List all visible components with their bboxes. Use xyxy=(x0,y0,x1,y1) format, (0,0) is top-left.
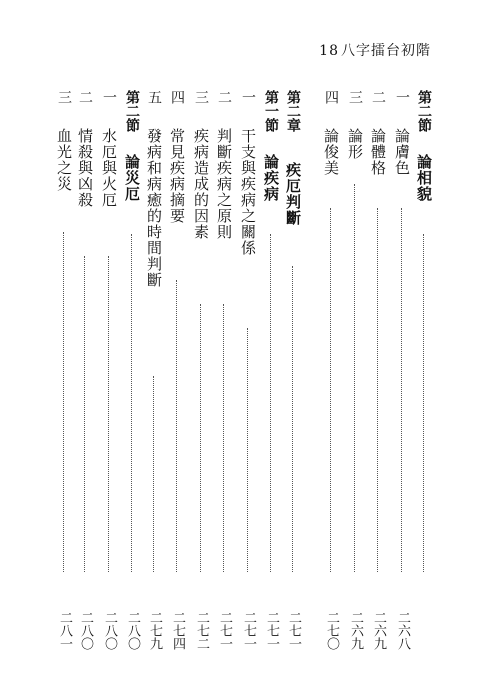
toc-entry-item xyxy=(165,90,189,650)
entry-title: 論相貌 xyxy=(415,154,433,202)
toc-entry-item xyxy=(366,90,390,650)
entry-title: 論體格 xyxy=(369,128,387,176)
dot-leader xyxy=(401,208,402,572)
running-header xyxy=(319,40,431,60)
entry-page-number: 二七四 xyxy=(170,611,185,650)
entry-number: 第二節 xyxy=(124,90,140,132)
dot-leader xyxy=(176,280,177,572)
entry-page-number: 二八〇 xyxy=(102,611,117,650)
entry-page-number: 二七一 xyxy=(286,611,301,650)
toc-entry-item xyxy=(73,90,97,650)
toc-entry-item xyxy=(236,90,260,650)
entry-number: 一 xyxy=(240,90,256,104)
entry-page-number: 二八〇 xyxy=(78,611,93,650)
entry-number: 一 xyxy=(101,90,117,104)
entry-number: 二 xyxy=(216,90,232,104)
dot-leader xyxy=(330,208,331,572)
toc-entry-section xyxy=(259,90,283,650)
dot-leader xyxy=(354,184,355,572)
dot-leader xyxy=(292,266,293,572)
entry-title: 論疾病 xyxy=(262,154,280,202)
entry-number: 四 xyxy=(169,90,185,104)
entry-title: 論形 xyxy=(346,128,364,160)
entry-title: 水厄與火厄 xyxy=(100,128,118,208)
entry-number: 第二節 xyxy=(416,90,432,132)
entry-number: 二 xyxy=(77,90,93,104)
dot-leader xyxy=(270,234,271,572)
entry-page-number: 二六八 xyxy=(395,611,410,650)
entry-page-number: 二六九 xyxy=(348,611,363,650)
book-title: 八字擂台初階 xyxy=(341,43,431,59)
entry-title: 判斷疾病之原則 xyxy=(215,128,233,240)
entry-title: 疾病造成的因素 xyxy=(192,128,210,240)
dot-leader xyxy=(63,232,64,572)
dot-leader xyxy=(131,234,132,572)
entry-title: 疾厄判斷 xyxy=(284,162,302,226)
entry-title: 干支與疾病之關係 xyxy=(239,128,257,256)
toc-entry-item xyxy=(142,90,166,650)
entry-title: 論俊美 xyxy=(322,128,340,176)
toc-entry-section xyxy=(120,90,144,650)
toc-entry-item xyxy=(390,90,414,650)
page-number: 18 xyxy=(319,43,339,59)
entry-number: 五 xyxy=(146,90,162,104)
entry-title: 常見疾病摘要 xyxy=(168,128,186,224)
entry-number: 四 xyxy=(323,90,339,104)
entry-page-number: 二七一 xyxy=(217,611,232,650)
dot-leader xyxy=(377,208,378,572)
entry-number: 第二章 xyxy=(285,90,301,132)
dot-leader xyxy=(247,328,248,572)
entry-number: 第一節 xyxy=(263,90,279,132)
dot-leader xyxy=(200,304,201,572)
entry-number: 二 xyxy=(370,90,386,104)
entry-title: 論膚色 xyxy=(393,128,411,176)
entry-number: 三 xyxy=(193,90,209,104)
toc-entry-section xyxy=(412,90,436,650)
dot-leader xyxy=(108,256,109,572)
entry-title: 論災厄 xyxy=(123,154,141,202)
entry-title: 情殺與凶殺 xyxy=(76,128,94,208)
dot-leader xyxy=(423,234,424,572)
entry-page-number: 二八一 xyxy=(57,611,72,650)
entry-page-number: 二七一 xyxy=(264,611,279,650)
toc-entry-item xyxy=(212,90,236,650)
toc-entry-item xyxy=(189,90,213,650)
dot-leader xyxy=(223,304,224,572)
entry-page-number: 二六九 xyxy=(371,611,386,650)
entry-page-number: 二七二 xyxy=(194,611,209,650)
entry-number: 三 xyxy=(56,90,72,104)
entry-number: 一 xyxy=(394,90,410,104)
toc-entry-item xyxy=(52,90,76,650)
dot-leader xyxy=(84,256,85,572)
entry-page-number: 二八〇 xyxy=(125,611,140,650)
entry-page-number: 二七九 xyxy=(147,611,162,650)
entry-page-number: 二七〇 xyxy=(324,611,339,650)
entry-number: 三 xyxy=(347,90,363,104)
entry-title: 血光之災 xyxy=(55,128,73,192)
toc-entry-chapter xyxy=(281,90,305,650)
entry-page-number: 二七一 xyxy=(241,611,256,650)
entry-title: 發病和病癒的時間判斷 xyxy=(145,128,163,288)
toc-entry-item xyxy=(97,90,121,650)
dot-leader xyxy=(153,376,154,572)
toc-entry-item xyxy=(343,90,367,650)
toc-entry-item xyxy=(319,90,343,650)
